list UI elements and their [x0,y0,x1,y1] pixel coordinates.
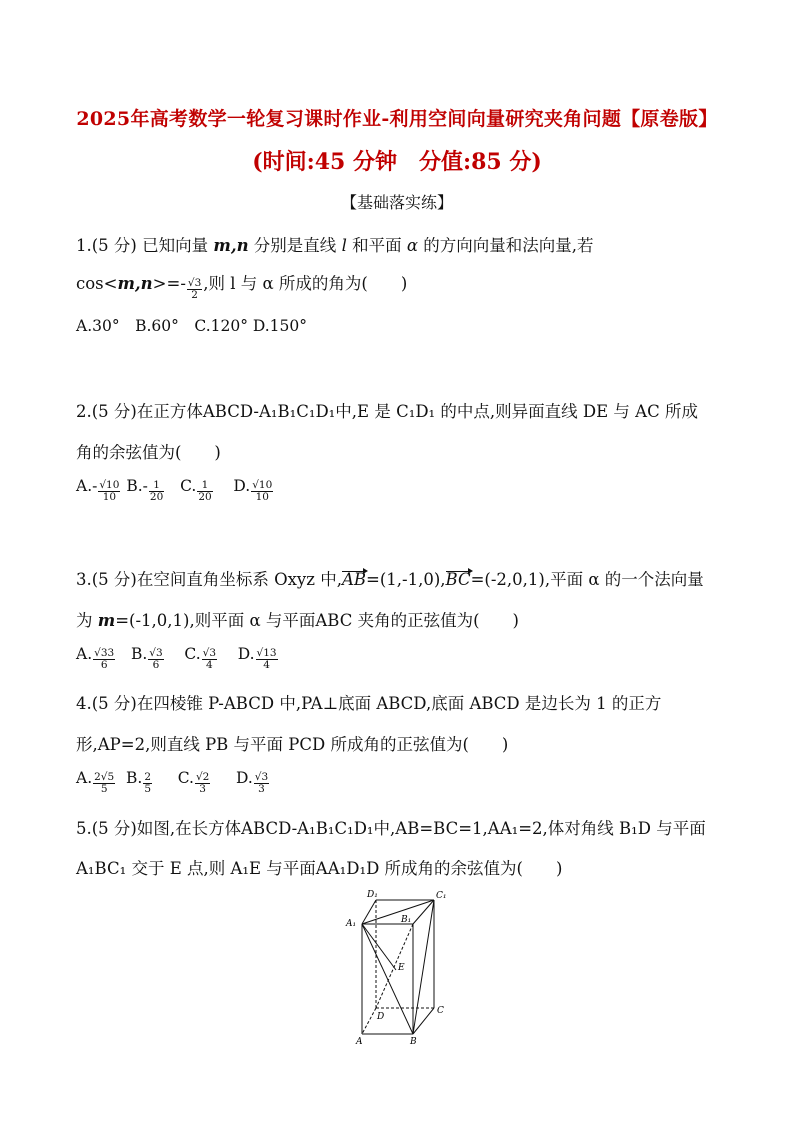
q3-question: =(-1,0,1),则平面 α 与平面ABC 夹角的正弦值为( ) [115,611,519,630]
q3-vector-ab: AB [341,570,366,589]
q2-a-num: √10 [99,479,120,491]
q3-a-num: √33 [94,647,115,659]
q1-eq: >=- [152,274,186,293]
q4-option-d: D. [235,769,253,787]
q3-text-2: 为 [76,611,98,630]
q1-plane-alpha: α [406,236,418,255]
q4-a-num: 2√5 [94,771,115,783]
q2-c-den: 20 [198,491,212,503]
q4-c-den: 3 [199,783,206,795]
q1-frac-den: 2 [191,289,198,301]
q3-option-b-frac [148,648,163,671]
segment-a1e [362,924,396,970]
question-5-line-1: 5.(5 分)如图,在长方体ABCD-A₁B₁C₁D₁中,AB=BC=1,AA₁=2,体对角线 B₁D 与平面 [76,819,706,838]
question-4-line-2: 形,AP=2,则直线 PB 与平面 PCD 所成角的正弦值为( ) [76,735,509,754]
q4-c-num: √2 [195,771,210,783]
q4-option-a: A. [76,769,93,787]
q4-option-c-frac [195,772,210,795]
q1-cos-vectors: m,n [117,274,153,293]
question-1-line-2 [76,270,718,301]
q3-option-c: C. [184,645,201,663]
q2-option-a-frac [98,480,120,503]
q2-d-num: √10 [252,479,273,491]
question-4-options [76,769,718,795]
q3-option-c-frac [202,648,217,671]
label-a1: A₁ [346,919,357,929]
page-title: 2025年高考数学一轮复习课时作业-利用空间向量研究夹角问题【原卷版】 [76,108,718,130]
q4-option-a-frac [93,772,115,795]
q3-option-d: D. [237,645,255,663]
question-3-line-2 [76,607,718,631]
q3-d-den: 4 [263,659,270,671]
q4-d-num: √3 [254,771,269,783]
q4-a-den: 5 [100,783,108,795]
q1-text-mid: 分别是直线 [248,236,342,255]
q3-b-num: √3 [149,647,163,659]
q1-fraction [187,278,202,301]
q2-option-b: B.- [126,477,148,495]
q2-c-num: 1 [197,480,212,492]
question-5-line-2: A₁BC₁ 交于 E 点,则 A₁E 与平面AA₁D₁D 所成角的余弦值为( ) [76,859,563,878]
q1-vectors: m,n [213,236,249,255]
label-d1: D₁ [367,890,378,900]
question-1-options: A.30° B.60° C.120° D.150° [76,317,308,335]
q2-option-d-frac [251,480,273,503]
q2-option-c: C. [180,477,197,495]
q3-a-den: 6 [100,659,108,671]
q3-ab-value: =(1,-1,0), [366,570,446,589]
label-c: C [437,1006,444,1016]
q2-b-den: 20 [149,491,164,503]
q2-d-den: 10 [255,491,269,503]
q4-d-den: 3 [258,783,265,795]
q2-option-b-frac [149,480,164,503]
q2-option-a: A.- [76,477,98,495]
label-b: B [410,1037,417,1046]
q3-d-num: √13 [256,647,277,659]
label-a: A [356,1037,363,1046]
label-b1: B₁ [401,915,412,925]
q3-option-a-frac [93,648,115,671]
q1-text: 1.(5 分) 已知向量 [76,236,214,255]
q4-option-c: C. [177,769,194,787]
q1-text-mid2: 和平面 [346,236,407,255]
q3-vector-m: m [97,611,116,630]
q3-bc-value: =(-2,0,1),平面 α 的一个法向量 [470,570,704,589]
q2-a-den: 10 [102,491,117,503]
label-c1: C₁ [436,891,447,901]
q2-b-num: 1 [149,480,164,492]
q3-c-den: 4 [205,659,213,671]
q3-option-b: B. [130,645,148,663]
q4-option-b-frac [143,772,152,795]
q2-option-d: D. [233,477,251,495]
question-3-line-1 [76,566,718,590]
question-1-line-1 [76,232,718,256]
question-2-line-2: 角的余弦值为( ) [76,443,221,462]
q2-option-c-frac [197,480,212,503]
question-2-options [76,477,718,503]
label-d: D [377,1012,385,1022]
q4-b-num: 2 [144,771,152,783]
q3-text: 3.(5 分)在空间直角坐标系 Oxyz 中, [76,570,342,589]
section-heading: 【基础落实练】 [340,193,453,212]
q1-question: ,则 l 与 α 所成的角为( ) [203,274,408,293]
q3-vector-bc: BC [445,570,471,589]
label-e: E [398,963,405,973]
question-4-line-1: 4.(5 分)在四棱锥 P-ABCD 中,PA⊥底面 ABCD,底面 ABCD 是边长为 1 的正方 [76,694,662,713]
cuboid-figure [340,886,450,1046]
question-2-line-1: 2.(5 分)在正方体ABCD-A₁B₁C₁D₁中,E 是 C₁D₁ 的中点,则异面直线 DE 与 AC 所成 [76,402,698,421]
q1-cos: cos< [76,274,118,293]
q4-option-d-frac [254,772,269,795]
q1-text-suffix: 的方向向量和法向量,若 [418,236,594,255]
q4-option-b: B. [126,769,143,787]
question-3-options [76,645,718,671]
q3-option-a: A. [76,645,93,663]
edge-da-hidden [362,1008,376,1034]
q1-frac-num: √3 [187,277,202,289]
q3-option-d-frac [256,648,278,671]
q3-c-num: √3 [202,647,216,659]
q3-b-den: 6 [152,659,160,671]
page-subtitle: (时间:45 分钟 分值:85 分) [252,149,542,175]
edge-a1b [362,924,413,1034]
q1-line-l: l [341,236,347,255]
q4-b-den: 5 [144,783,152,795]
